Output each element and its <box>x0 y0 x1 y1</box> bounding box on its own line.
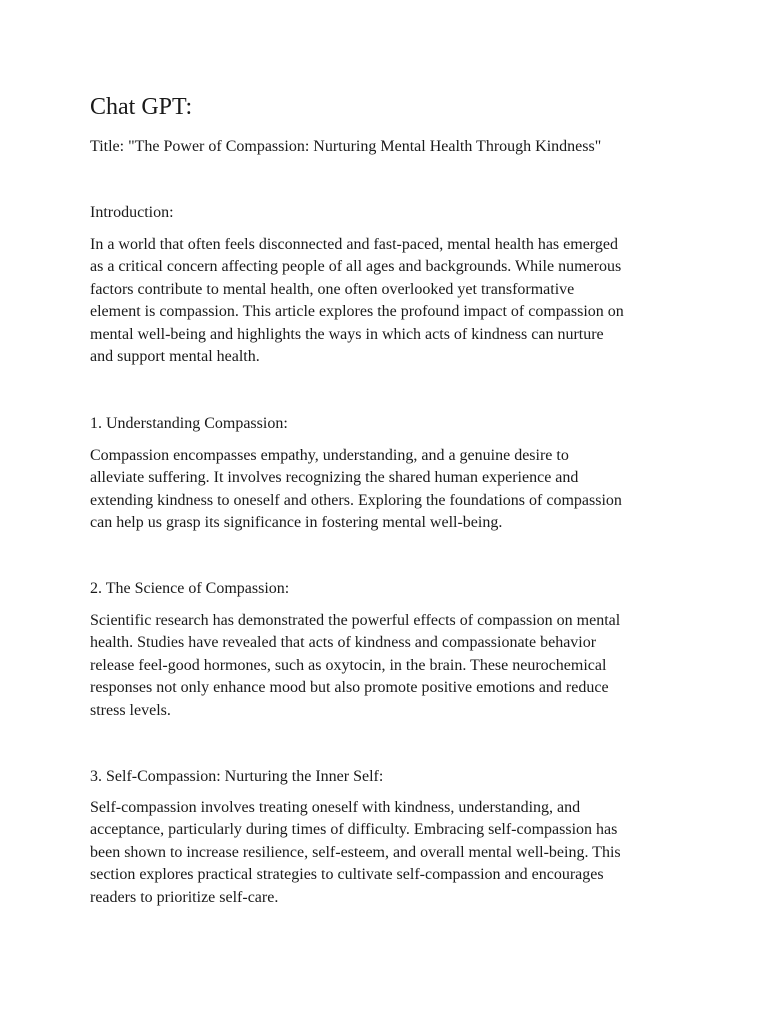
paragraph-line: release feel-good hormones, such as oxytocin, in the brain. These neurochemical <box>90 656 607 674</box>
paragraph-line: can help us grasp its significance in fostering mental well-being. <box>90 514 503 532</box>
paragraph-line: extending kindness to oneself and others. Exploring the foundations of compassion <box>90 491 622 509</box>
section-heading-science-of-compassion: 2. The Science of Compassion: <box>90 580 290 597</box>
section-paragraph-introduction <box>90 234 690 368</box>
paragraph-line: Scientific research has demonstrated the powerful effects of compassion on mental <box>90 612 621 629</box>
paragraph-line: responses not only enhance mood but also promote positive emotions and reduce <box>90 679 609 697</box>
paragraph-line: section explores practical strategies to cultivate self-compassion and encourages <box>90 866 604 884</box>
paragraph-line: been shown to increase resilience, self-esteem, and overall mental well-being. This <box>90 843 621 861</box>
section-paragraph-self-compassion <box>90 797 690 909</box>
paragraph-line: acceptance, particularly during times of difficulty. Embracing self-compassion has <box>90 821 618 839</box>
paragraph-line: alleviate suffering. It involves recognizing the shared human experience and <box>90 469 579 487</box>
paragraph-line: Self-compassion involves treating oneself with kindness, understanding, and <box>90 799 581 816</box>
paragraph-line: In a world that often feels disconnected and fast-paced, mental health has emerged <box>90 236 618 253</box>
section-heading-understanding-compassion: 1. Understanding Compassion: <box>90 415 288 432</box>
section-heading-introduction: Introduction: <box>90 204 174 221</box>
paragraph-line: mental well-being and highlights the ways in which acts of kindness can nurture <box>90 325 604 343</box>
paragraph-line: readers to prioritize self-care. <box>90 888 279 906</box>
section-paragraph-science-of-compassion <box>90 610 690 722</box>
document-title: Chat GPT: <box>90 94 193 120</box>
paragraph-line: Compassion encompasses empathy, understanding, and a genuine desire to <box>90 447 569 464</box>
paragraph-line: element is compassion. This article explores the profound impact of compassion on <box>90 303 624 321</box>
paragraph-line: factors contribute to mental health, one often overlooked yet transformative <box>90 280 575 298</box>
section-heading-self-compassion: 3. Self-Compassion: Nurturing the Inner Self: <box>90 768 384 785</box>
paragraph-line: as a critical concern affecting people of all ages and backgrounds. While numerous <box>90 258 622 276</box>
paragraph-line: stress levels. <box>90 701 171 719</box>
article-title: Title: "The Power of Compassion: Nurturing Mental Health Through Kindness" <box>90 138 602 155</box>
paragraph-line: and support mental health. <box>90 348 260 366</box>
section-paragraph-understanding-compassion <box>90 445 690 535</box>
paragraph-line: health. Studies have revealed that acts of kindness and compassionate behavior <box>90 634 597 652</box>
